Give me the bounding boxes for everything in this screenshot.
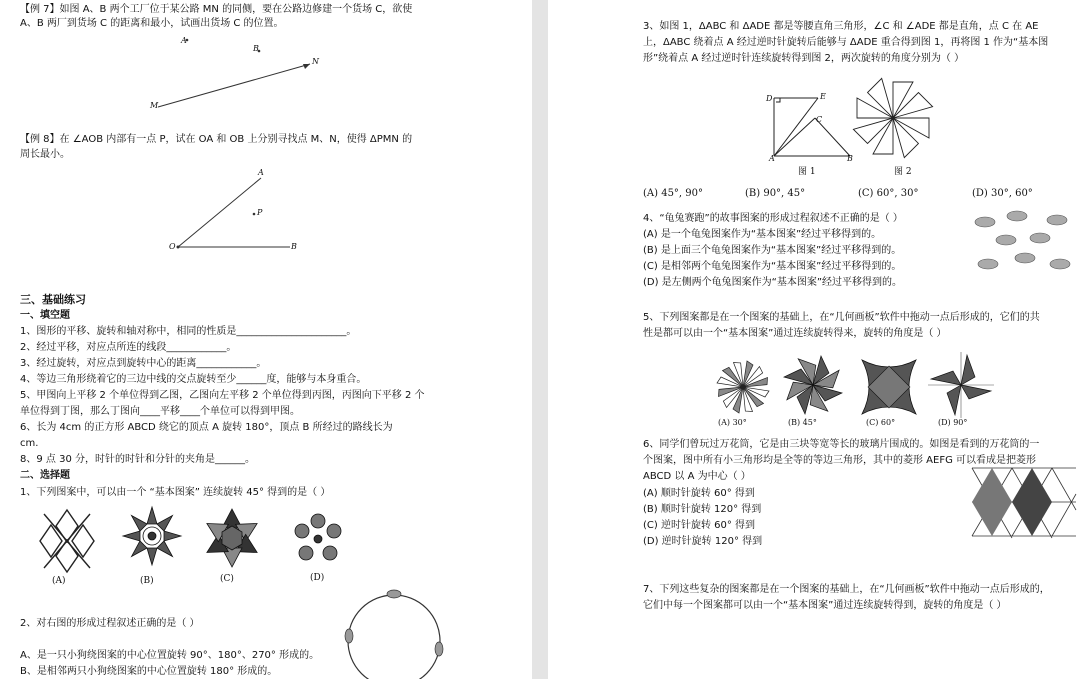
fill-item-1: 1、图形的平移、旋转和轴对称中，相同的性质是______________________。 bbox=[20, 326, 357, 337]
label-o: O bbox=[169, 242, 176, 251]
fill-item-6a: 6、长为 4cm 的正方形 ABCD 绕它的顶点 A 旋转 180°，顶点 B 所经过的路线长为 bbox=[20, 422, 393, 433]
label-a: A bbox=[181, 36, 187, 45]
q1-option-b: (B) bbox=[140, 576, 154, 586]
fill-item-4: 4、等边三角形绕着它的三边中线的交点旋转至少______度，能够与本身重合。 bbox=[20, 374, 367, 385]
fill-item-5b: 单位得到丁图，那么丁图向____平移____个单位可以得到甲图。 bbox=[20, 406, 300, 417]
q6-option-c: (C) 逆时针旋转 60° 得到 bbox=[643, 520, 756, 531]
q3-fig2-caption: 图 2 bbox=[894, 167, 912, 177]
q1-option-a: (A) bbox=[52, 576, 66, 586]
q6-option-b: (B) 顺时针旋转 120° 得到 bbox=[643, 504, 762, 515]
q6-line3: ABCD 以 A 为中心（ ） bbox=[643, 471, 751, 482]
q3-line1: 3、如图 1，ΔABC 和 ΔADE 都是等腰直角三角形，∠C 和 ∠ADE 都是直角，点 C 在 AE bbox=[643, 21, 1039, 32]
q3-figure-1 bbox=[770, 94, 854, 160]
point-p bbox=[253, 213, 256, 216]
label-b8: B bbox=[291, 242, 297, 251]
q6-option-d: (D) 逆时针旋转 120° 得到 bbox=[643, 536, 763, 547]
q3-figure-2 bbox=[853, 78, 933, 158]
q5-caption-c: (C) 60° bbox=[866, 418, 896, 427]
q2-option-a: A、是一只小狗绕图案的中心位置旋转 90°、180°、270° 形成的。 bbox=[20, 650, 320, 661]
fill-item-3: 3、经过旋转，对应点到旋转中心的距离____________。 bbox=[20, 358, 267, 369]
fill-item-6b: cm. bbox=[20, 438, 39, 449]
q5-figure-c bbox=[858, 356, 920, 418]
fill-item-5a: 5、甲图向上平移 2 个单位得到乙图，乙图向左平移 2 个单位得到丙图，丙图向下平移 2 个 bbox=[20, 390, 425, 401]
q5-figure-d bbox=[928, 352, 994, 418]
q4-tortoise-hare-figure bbox=[968, 204, 1078, 278]
q2-option-b: B、是相邻两只小狗绕图案的中心位置旋转 180° 形成的。 bbox=[20, 666, 278, 677]
q4-stem: 4、“龟兔赛跑”的故事图案的形成过程叙述不正确的是（ ） bbox=[643, 213, 903, 224]
q6-option-a: (A) 顺时针旋转 60° 得到 bbox=[643, 488, 755, 499]
fill-item-8: 8、9 点 30 分，时针的时针和分针的夹角是______。 bbox=[20, 454, 255, 465]
label-a8: A bbox=[258, 168, 264, 177]
q3-label-e: E bbox=[820, 92, 826, 101]
example8-line1: 【例 8】在 ∠AOB 内部有一点 P，试在 OA 和 OB 上分别寻找点 M、N，使得 ΔPMN 的 bbox=[20, 134, 413, 145]
q6-line2: 个图案，图中所有小三角形均是全等的等边三角形，其中的菱形 AEFG 可以看成是把菱形 bbox=[643, 455, 1037, 466]
q4-option-b: (B) 是上面三个龟兔图案作为“基本图案”经过平移得到的。 bbox=[643, 245, 902, 256]
page-gutter bbox=[532, 0, 548, 679]
document-page-right bbox=[548, 0, 1080, 679]
q5-caption-a: (A) 30° bbox=[718, 418, 747, 427]
q3-line2: 上，ΔABC 绕着点 A 经过逆时针旋转后能够与 ΔADE 重合得到图 1，再将图 1 作为“基本图 bbox=[643, 37, 1049, 48]
q5-figure-a bbox=[714, 358, 772, 416]
label-b: B bbox=[253, 44, 259, 53]
label-m: M bbox=[150, 101, 159, 110]
q1-option-d: (D) bbox=[310, 573, 325, 583]
q3-label-c: C bbox=[816, 115, 823, 124]
q5-line1: 5、下列图案都是在一个图案的基础上，在“几何画板”软件中拖动一点后形成的，它们的共 bbox=[643, 312, 1040, 323]
q5-caption-b: (B) 45° bbox=[788, 418, 817, 427]
q3-label-b: B bbox=[847, 154, 853, 163]
fill-title: 一、填空题 bbox=[20, 310, 70, 321]
q2-stem: 2、对右图的形成过程叙述正确的是（ ） bbox=[20, 618, 200, 629]
q4-option-c: (C) 是相邻两个龟兔图案作为“基本图案”经过平移得到的。 bbox=[643, 261, 902, 272]
q5-caption-d: (D) 90° bbox=[938, 418, 968, 427]
document-page-left bbox=[0, 0, 532, 679]
q3-option-c: (C) 60°, 30° bbox=[858, 188, 919, 199]
choice-title: 二、选择题 bbox=[20, 470, 70, 481]
q3-line3: 形”绕着点 A 经过逆时针连续旋转得到图 2，两次旋转的角度分别为（ ） bbox=[643, 53, 965, 64]
q3-label-d: D bbox=[766, 94, 773, 103]
q5-line2: 性是都可以由一个“基本图案”通过连续旋转得来，旋转的角度是（ ） bbox=[643, 328, 947, 339]
q1-figure-b bbox=[121, 505, 183, 567]
q3-option-a: (A) 45°, 90° bbox=[643, 188, 704, 199]
q1-figure-c bbox=[203, 508, 261, 568]
fill-item-2: 2、经过平移，对应点所连的线段____________。 bbox=[20, 342, 237, 353]
q4-option-a: (A) 是一个龟兔图案作为“基本图案”经过平移得到的。 bbox=[643, 229, 882, 240]
example8-line2: 周长最小。 bbox=[20, 149, 70, 160]
q3-label-a: A bbox=[769, 154, 775, 163]
q1-stem: 1、下列图案中，可以由一个 “基本图案” 连续旋转 45° 得到的是（ ） bbox=[20, 487, 331, 498]
q3-option-d: (D) 30°, 60° bbox=[972, 188, 1033, 199]
point-o bbox=[177, 246, 180, 249]
q1-figure-a bbox=[42, 508, 92, 574]
q3-fig1-caption: 图 1 bbox=[798, 167, 816, 177]
q6-line1: 6、同学们曾玩过万花筒，它是由三块等宽等长的玻璃片围成的。如图是看到的万花筒的一 bbox=[643, 439, 1040, 450]
q1-figure-d bbox=[290, 511, 346, 567]
label-n: N bbox=[312, 57, 319, 66]
q7-line2: 它们中每一个图案都可以由一个“基本图案”通过连续旋转得到，旋转的角度是（ ） bbox=[643, 600, 1007, 611]
q6-kaleidoscope-figure bbox=[972, 466, 1076, 540]
q3-option-b: (B) 90°, 45° bbox=[745, 188, 806, 199]
q7-line1: 7、下列这些复杂的图案都是在一个图案的基础上，在“几何画板”软件中拖动一点后形成的， bbox=[643, 584, 1050, 595]
q1-option-c: (C) bbox=[220, 574, 234, 584]
label-p: P bbox=[257, 208, 263, 217]
q2-dog-circle-figure bbox=[341, 586, 447, 679]
q4-option-d: (D) 是左侧两个龟兔图案作为“基本图案”经过平移得到的。 bbox=[643, 277, 903, 288]
example7-line2: A、B 两厂到货场 C 的距离和最小，试画出货场 C 的位置。 bbox=[20, 18, 284, 29]
q5-figure-b bbox=[782, 354, 844, 416]
example8-figure bbox=[0, 0, 532, 679]
section-title: 三、基础练习 bbox=[20, 293, 86, 306]
example7-line1: 【例 7】如图 A、B 两个工厂位于某公路 MN 的同侧，要在公路边修建一个货场 C，欲使 bbox=[20, 4, 413, 15]
ray-oa bbox=[178, 178, 261, 247]
